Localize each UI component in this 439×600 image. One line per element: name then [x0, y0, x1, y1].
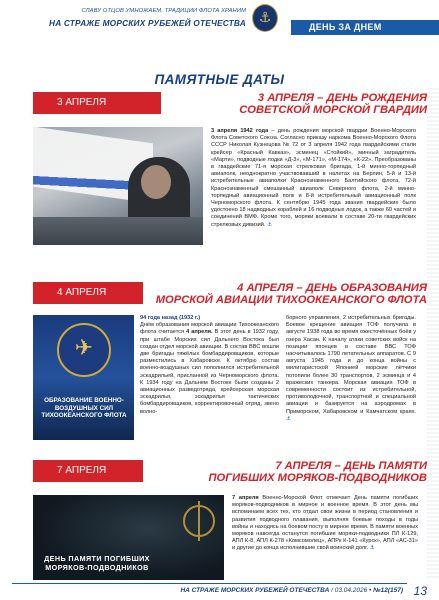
page-header	[0, 0, 439, 58]
section-title-line2: СОВЕТСКОЙ МОРСКОЙ ГВАРДИИ	[239, 104, 427, 116]
end-mark-icon: ⚓	[286, 415, 292, 422]
section-title	[156, 282, 427, 306]
ship-wheel-icon	[183, 505, 215, 537]
section-title	[209, 460, 428, 484]
section-date: 3 АПРЕЛЯ	[33, 92, 161, 114]
article-body: – день рождения морской гвардии Военно-Морского Флота Советского Союза. Согласно приказу наркома Военно-Морского Флота СССР Николая Кузнецова № 72 от 3 апреля 1942 года гвардейскими стали крейсер «Красный Кавказ», эсминец «Стойкий», минный заградитель «Марти», подводные лодки «Д-3», «М-171», «М-174», «К-22». Преобразованы в гвардейские 71-я морская стрелковая бригада, 1-й минно-торпедный авиаполк, неоднократно участвовавший в налетах на Берлин, 5-й и 13-й истребительные авиаполки Краснознаменного Балтийского флота, 72-й Краснознаменный смешанный авиаполк Северного флота, 2-й минно-торпедный авиационный полк и 8-й истребительный авиационный полк Черноморского флота. К сентябрю 1945 года звания гвардейских было удостоено 18 надводных кораблей и 16 подводных лодок, а также 60 частей и соединений ВМФ. Кроме того, моряки воевали в составе 20-ти гвардейских стрелковых дивизий.	[211, 128, 416, 228]
article-text-april-4-col2	[286, 315, 416, 423]
section-band-april-4	[33, 282, 439, 304]
section-date: 4 АПРЕЛЯ	[33, 282, 143, 304]
section-band-april-3	[33, 92, 439, 114]
sailor-face	[141, 165, 171, 199]
header-slogan: СЛАВУ ОТЦОВ УМНОЖАЕМ, ТРАДИЦИИ ФЛОТА ХРАНИМ	[81, 8, 246, 14]
sailor-with-flag-photo	[33, 127, 203, 245]
article-lead: 3 апреля 1942 года	[211, 128, 269, 134]
article-text-april-4-col1	[140, 315, 279, 416]
article-lead: 7 апреля	[232, 495, 259, 501]
newspaper-name: НА СТРАЖЕ МОРСКИХ РУБЕЖЕЙ ОТЕЧЕСТВА	[49, 18, 246, 28]
page-title: ПАМЯТНЫЕ ДАТЫ	[154, 72, 285, 87]
section-band-april-7	[33, 460, 439, 482]
aviation-badge-icon	[57, 323, 111, 377]
article-body-bold: 4 апреля.	[186, 329, 213, 336]
end-mark-icon: ⚓	[267, 221, 273, 228]
footer-issue: №12(157)	[373, 587, 403, 594]
navy-anchor-emblem-icon	[252, 4, 278, 32]
section-date: 7 АПРЕЛЯ	[33, 460, 143, 482]
memorial-caption: ДЕНЬ ПАМЯТИ ПОГИБШИХ МОРЯКОВ-ПОДВОДНИКОВ	[44, 554, 150, 572]
poster-caption: ОБРАЗОВАНИЕ ВОЕННО-ВОЗДУШНЫХ СИЛ ТИХООКЕАНСКОГО ФЛОТА	[41, 397, 127, 419]
section-title-line1: 4 АПРЕЛЯ – ДЕНЬ ОБРАЗОВАНИЯ	[237, 282, 427, 294]
section-title-line1: 3 АПРЕЛЯ – ДЕНЬ РОЖДЕНИЯ	[257, 92, 427, 104]
decorative-side-strip	[427, 88, 439, 578]
page-footer	[0, 583, 439, 600]
submariners-memorial-image	[33, 495, 224, 580]
page-number: 13	[413, 584, 427, 598]
naval-aviation-poster	[33, 315, 134, 440]
footer-paper-name: НА СТРАЖЕ МОРСКИХ РУБЕЖЕЙ ОТЕЧЕСТВА	[180, 587, 330, 594]
article-lead: 94 года назад (1932 г.)	[140, 315, 201, 321]
article-body-part1: Днём образования морской авиации Тихоокеанского флота считается	[140, 322, 279, 336]
ships-background	[33, 217, 203, 245]
footer-info: НА СТРАЖЕ МОРСКИХ РУБЕЖЕЙ ОТЕЧЕСТВА / 03.04.2026 • №12(157)	[180, 587, 403, 594]
section-title	[239, 92, 427, 116]
footer-divider	[12, 583, 407, 584]
article-body-part2: В этот день в 1932 году, при штабе Морских сил Дальнего Востока был создан отдел морской авиации. В состав ВВС вошли две бригады тяжёлых бомбардировщиков, которые разместились в Хабаровске. К октябрю состав военно-воздушных сил пополнился истребительной эскадрильей, присланной из Черноморского флота. К 1934 году на Дальнем Востоке были созданы 2 авиационных разведотряда, крейсерская морская эскадрилья, эскадрилья тактических бомбардировщиков, корректировочный отряд, звено волно-	[140, 329, 279, 415]
section-title-line1: 7 АПРЕЛЯ – ДЕНЬ ПАМЯТИ	[275, 460, 427, 472]
article-text-april-7	[232, 495, 418, 553]
footer-date: 03.04.2026	[334, 587, 368, 594]
rubric-label: ДЕНЬ ЗА ДНЕМ	[291, 20, 439, 35]
section-title-line2: МОРСКОЙ АВИАЦИИ ТИХООКЕАНСКОГО ФЛОТА	[155, 294, 427, 306]
article-text-april-3	[211, 128, 416, 229]
section-title-line2: ПОГИБШИХ МОРЯКОВ-ПОДВОДНИКОВ	[208, 472, 427, 484]
article-body: Военно-Морской Флот отмечает День памяти погибших моряков-подводников в мирное и военное время. В этот день мы вспоминаем всех тех, кто отдал свои жизни в период становления и развития подводного плавания, выполняя боевые походы в годы войны и находясь на боевом посту в мирное время. В памяти военных моряков навсегда останутся погибшие моряки-подводники ПЛ К-129, АПЛ К-8, АПЛ К-278 «Комсомолец», АПРк К-141 «Курск», АПЛ «АС-31» и другие до конца исполнившие свой воинский долг.	[232, 495, 419, 552]
end-mark-icon: ⚓	[369, 545, 375, 552]
article-body-col2: борного управления, 2 истребительных бригады. Боевое крещение авиация ТОФ получила в августе 1938 года во время ожесточённых боёв у озера Хасан. К началу атаки советских войск на позиции японцев в составе ВВС ТОФ насчитывалось 1790 летательных аппаратов. С 9 августа 1945 года и до конца войны с милитаристской Японией морские лётчики потопили более 30 транспортов, 2 эсминца и 4 вражеских танкера. Морская авиация ТОФ в современности состоит из истребительной, противолодочной, транспортной и специальной авиации и базируется на аэродромах в Приморском, Хабаровском и Камчатском краях.	[286, 315, 416, 415]
